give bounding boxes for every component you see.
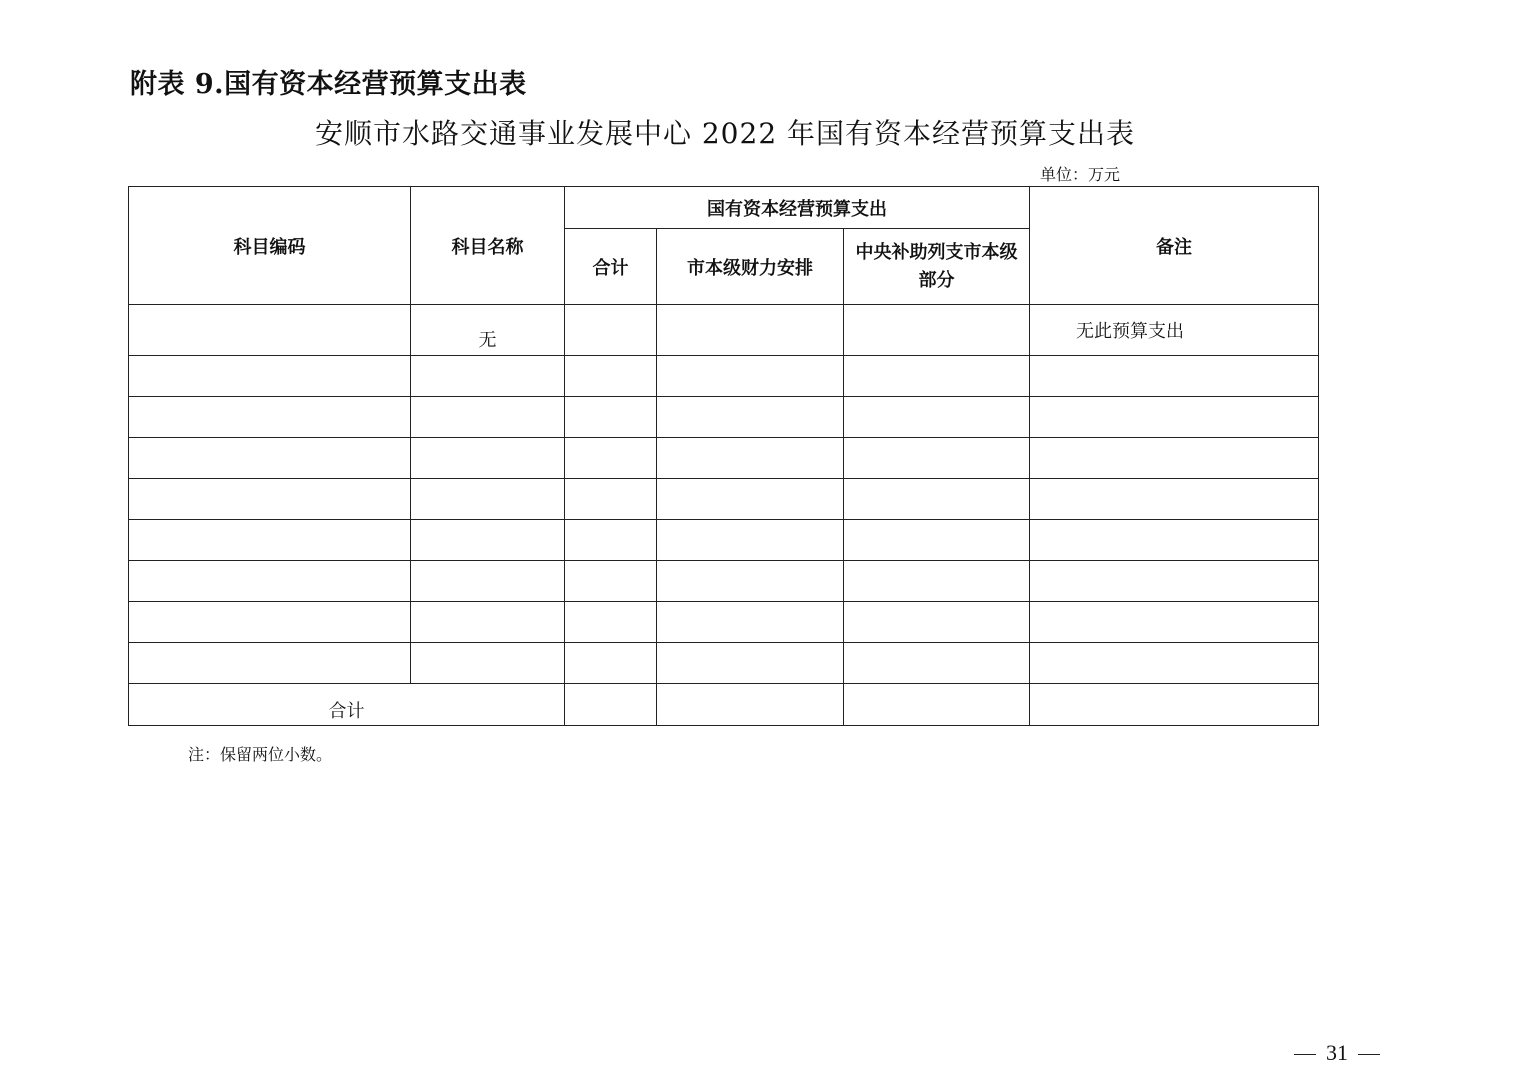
total-city-level-cell [657,684,844,726]
header-city-level: 市本级财力安排 [657,229,844,305]
cell-code [129,305,411,356]
total-remark-cell [1030,684,1319,726]
attachment-title: 附表 9.国有资本经营预算支出表 [130,69,527,100]
table-row [129,520,1319,561]
cell-central-subsidy [844,305,1030,356]
cell-remark: 无此预算支出 [1030,305,1319,356]
header-row-1 [129,187,1319,229]
total-row [129,684,1319,726]
table-row [129,561,1319,602]
unit-label: 单位：万元 [1040,165,1121,184]
table-row [129,305,1319,356]
table-row [129,643,1319,684]
dash-left-icon [1294,1054,1316,1055]
header-code: 科目编码 [129,187,411,305]
dash-right-icon [1358,1054,1380,1055]
header-remark: 备注 [1030,187,1319,305]
page-number-text: 31 [1326,1040,1348,1065]
page-title: 安顺市水路交通事业发展中心 2022 年国有资本经营预算支出表 [314,117,1136,150]
header-name: 科目名称 [411,187,565,305]
table-row [129,397,1319,438]
page-number [1284,1040,1390,1066]
cell-name: 无 [411,305,565,356]
budget-table [128,186,1319,726]
cell-total [565,305,657,356]
header-central-subsidy: 中央补助列支市本级部分 [844,229,1030,305]
table-row [129,602,1319,643]
table-row [129,356,1319,397]
table-row [129,438,1319,479]
header-group: 国有资本经营预算支出 [565,187,1030,229]
header-total: 合计 [565,229,657,305]
total-central-subsidy-cell [844,684,1030,726]
cell-city-level [657,305,844,356]
footnote: 注：保留两位小数。 [188,745,333,764]
total-label: 合计 [129,684,565,726]
total-cell [565,684,657,726]
table-row [129,479,1319,520]
